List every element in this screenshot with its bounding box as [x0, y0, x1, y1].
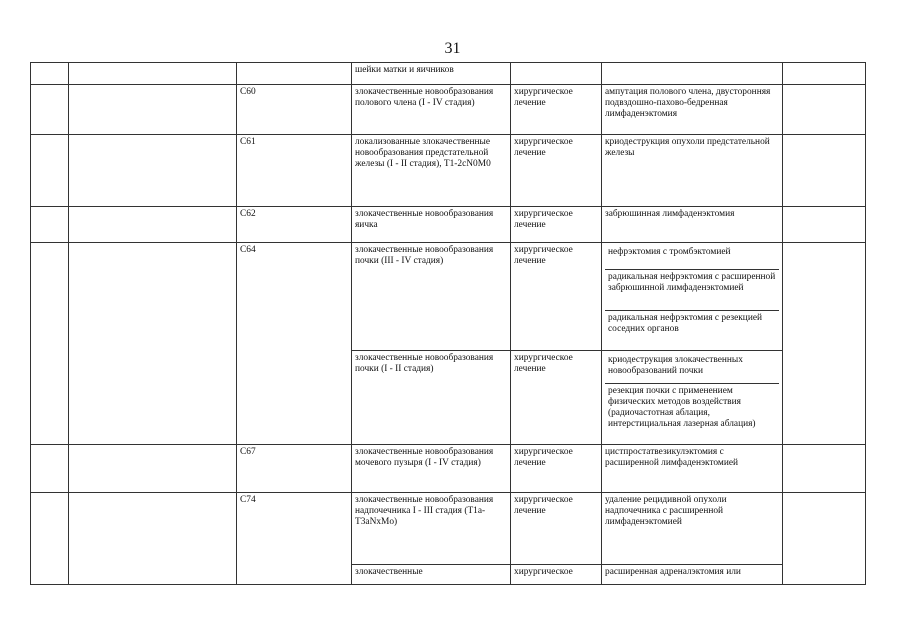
cost-cell	[783, 493, 866, 585]
group-name-cell	[69, 493, 237, 585]
treatment-cell: хирургическое лечение	[511, 85, 602, 135]
cost-cell	[783, 135, 866, 207]
cost-cell	[783, 445, 866, 493]
method-cell: цистпростатвезикулэктомия с расширенной лимфаденэктомией	[602, 445, 783, 493]
icd-code-cell: C67	[237, 445, 352, 493]
method-cell: удаление рецидивной опухоли надпочечника с расширенной лимфаденэктомией	[602, 493, 783, 565]
icd-code-cell	[237, 63, 352, 85]
diagnosis-cell: злокачественные новообразования яичка	[352, 207, 511, 243]
icd-code-cell: C64	[237, 243, 352, 445]
cost-cell	[783, 85, 866, 135]
table-row	[31, 85, 866, 135]
diagnosis-cell: шейки матки и яичников	[352, 63, 511, 85]
treatment-cell: хирургическое	[511, 565, 602, 585]
treatment-cell: хирургическое лечение	[511, 207, 602, 243]
treatment-cell: хирургическое лечение	[511, 445, 602, 493]
table-row	[31, 63, 866, 85]
treatment-cell: хирургическое лечение	[511, 135, 602, 207]
cost-cell	[783, 63, 866, 85]
row-number-cell	[31, 135, 69, 207]
group-name-cell	[69, 85, 237, 135]
group-name-cell	[69, 243, 237, 445]
method-cell	[602, 63, 783, 85]
treatment-cell: хирургическое лечение	[511, 351, 602, 445]
treatment-cell: хирургическое лечение	[511, 243, 602, 351]
diagnosis-cell: злокачественные новообразования мочевого пузыря (I - IV стадия)	[352, 445, 511, 493]
method-cell	[602, 351, 783, 445]
icd-code-cell: C62	[237, 207, 352, 243]
table-row	[31, 207, 866, 243]
diagnosis-cell: злокачественные новообразования надпочечника I - III стадия (T1a-T3aNxMo)	[352, 493, 511, 565]
icd-code-cell: C61	[237, 135, 352, 207]
diagnosis-cell: злокачественные новообразования полового члена (I - IV стадия)	[352, 85, 511, 135]
table-row	[31, 135, 866, 207]
method-entry: резекция почки с применением физических методов воздействия (радиочастотная аблация, интерстициальная лазерная аблация)	[608, 386, 756, 430]
medical-care-table	[30, 62, 866, 585]
method-cell: расширенная адреналэктомия или	[602, 565, 783, 585]
group-name-cell	[69, 445, 237, 493]
table-row	[31, 493, 866, 565]
diagnosis-cell: злокачественные новообразования почки (III - IV стадия)	[352, 243, 511, 351]
row-number-cell	[31, 63, 69, 85]
diagnosis-cell: злокачественные новообразования почки (I - II стадия)	[352, 351, 511, 445]
method-cell: криодеструкция опухоли предстательной железы	[602, 135, 783, 207]
row-number-cell	[31, 243, 69, 445]
icd-code-cell: C60	[237, 85, 352, 135]
row-number-cell	[31, 85, 69, 135]
treatment-cell: хирургическое лечение	[511, 493, 602, 565]
icd-code-cell: C74	[237, 493, 352, 585]
row-number-cell	[31, 445, 69, 493]
table-row	[31, 445, 866, 493]
treatment-cell	[511, 63, 602, 85]
diagnosis-cell: злокачественные	[352, 565, 511, 585]
method-entry: криодеструкция злокачественных новообразований почки	[605, 353, 779, 384]
method-cell	[602, 243, 783, 351]
table-row	[31, 243, 866, 351]
row-number-cell	[31, 493, 69, 585]
method-cell: забрюшинная лимфаденэктомия	[602, 207, 783, 243]
cost-cell	[783, 243, 866, 445]
method-entry: радикальная нефрэктомия с расширенной забрюшинной лимфаденэктомией	[605, 270, 779, 311]
group-name-cell	[69, 207, 237, 243]
cost-cell	[783, 207, 866, 243]
group-name-cell	[69, 135, 237, 207]
page-number: 31	[444, 40, 461, 57]
diagnosis-cell: локализованные злокачественные новообразования предстательной железы (I - II стадия), T1-2cN0M0	[352, 135, 511, 207]
row-number-cell	[31, 207, 69, 243]
method-entry: радикальная нефрэктомия с резекцией соседних органов	[608, 313, 763, 335]
method-entry: нефрэктомия с тромбэктомией	[605, 245, 779, 270]
group-name-cell	[69, 63, 237, 85]
method-cell: ампутация полового члена, двусторонняя подвздошно-пахово-бедренная лимфаденэктомия	[602, 85, 783, 135]
